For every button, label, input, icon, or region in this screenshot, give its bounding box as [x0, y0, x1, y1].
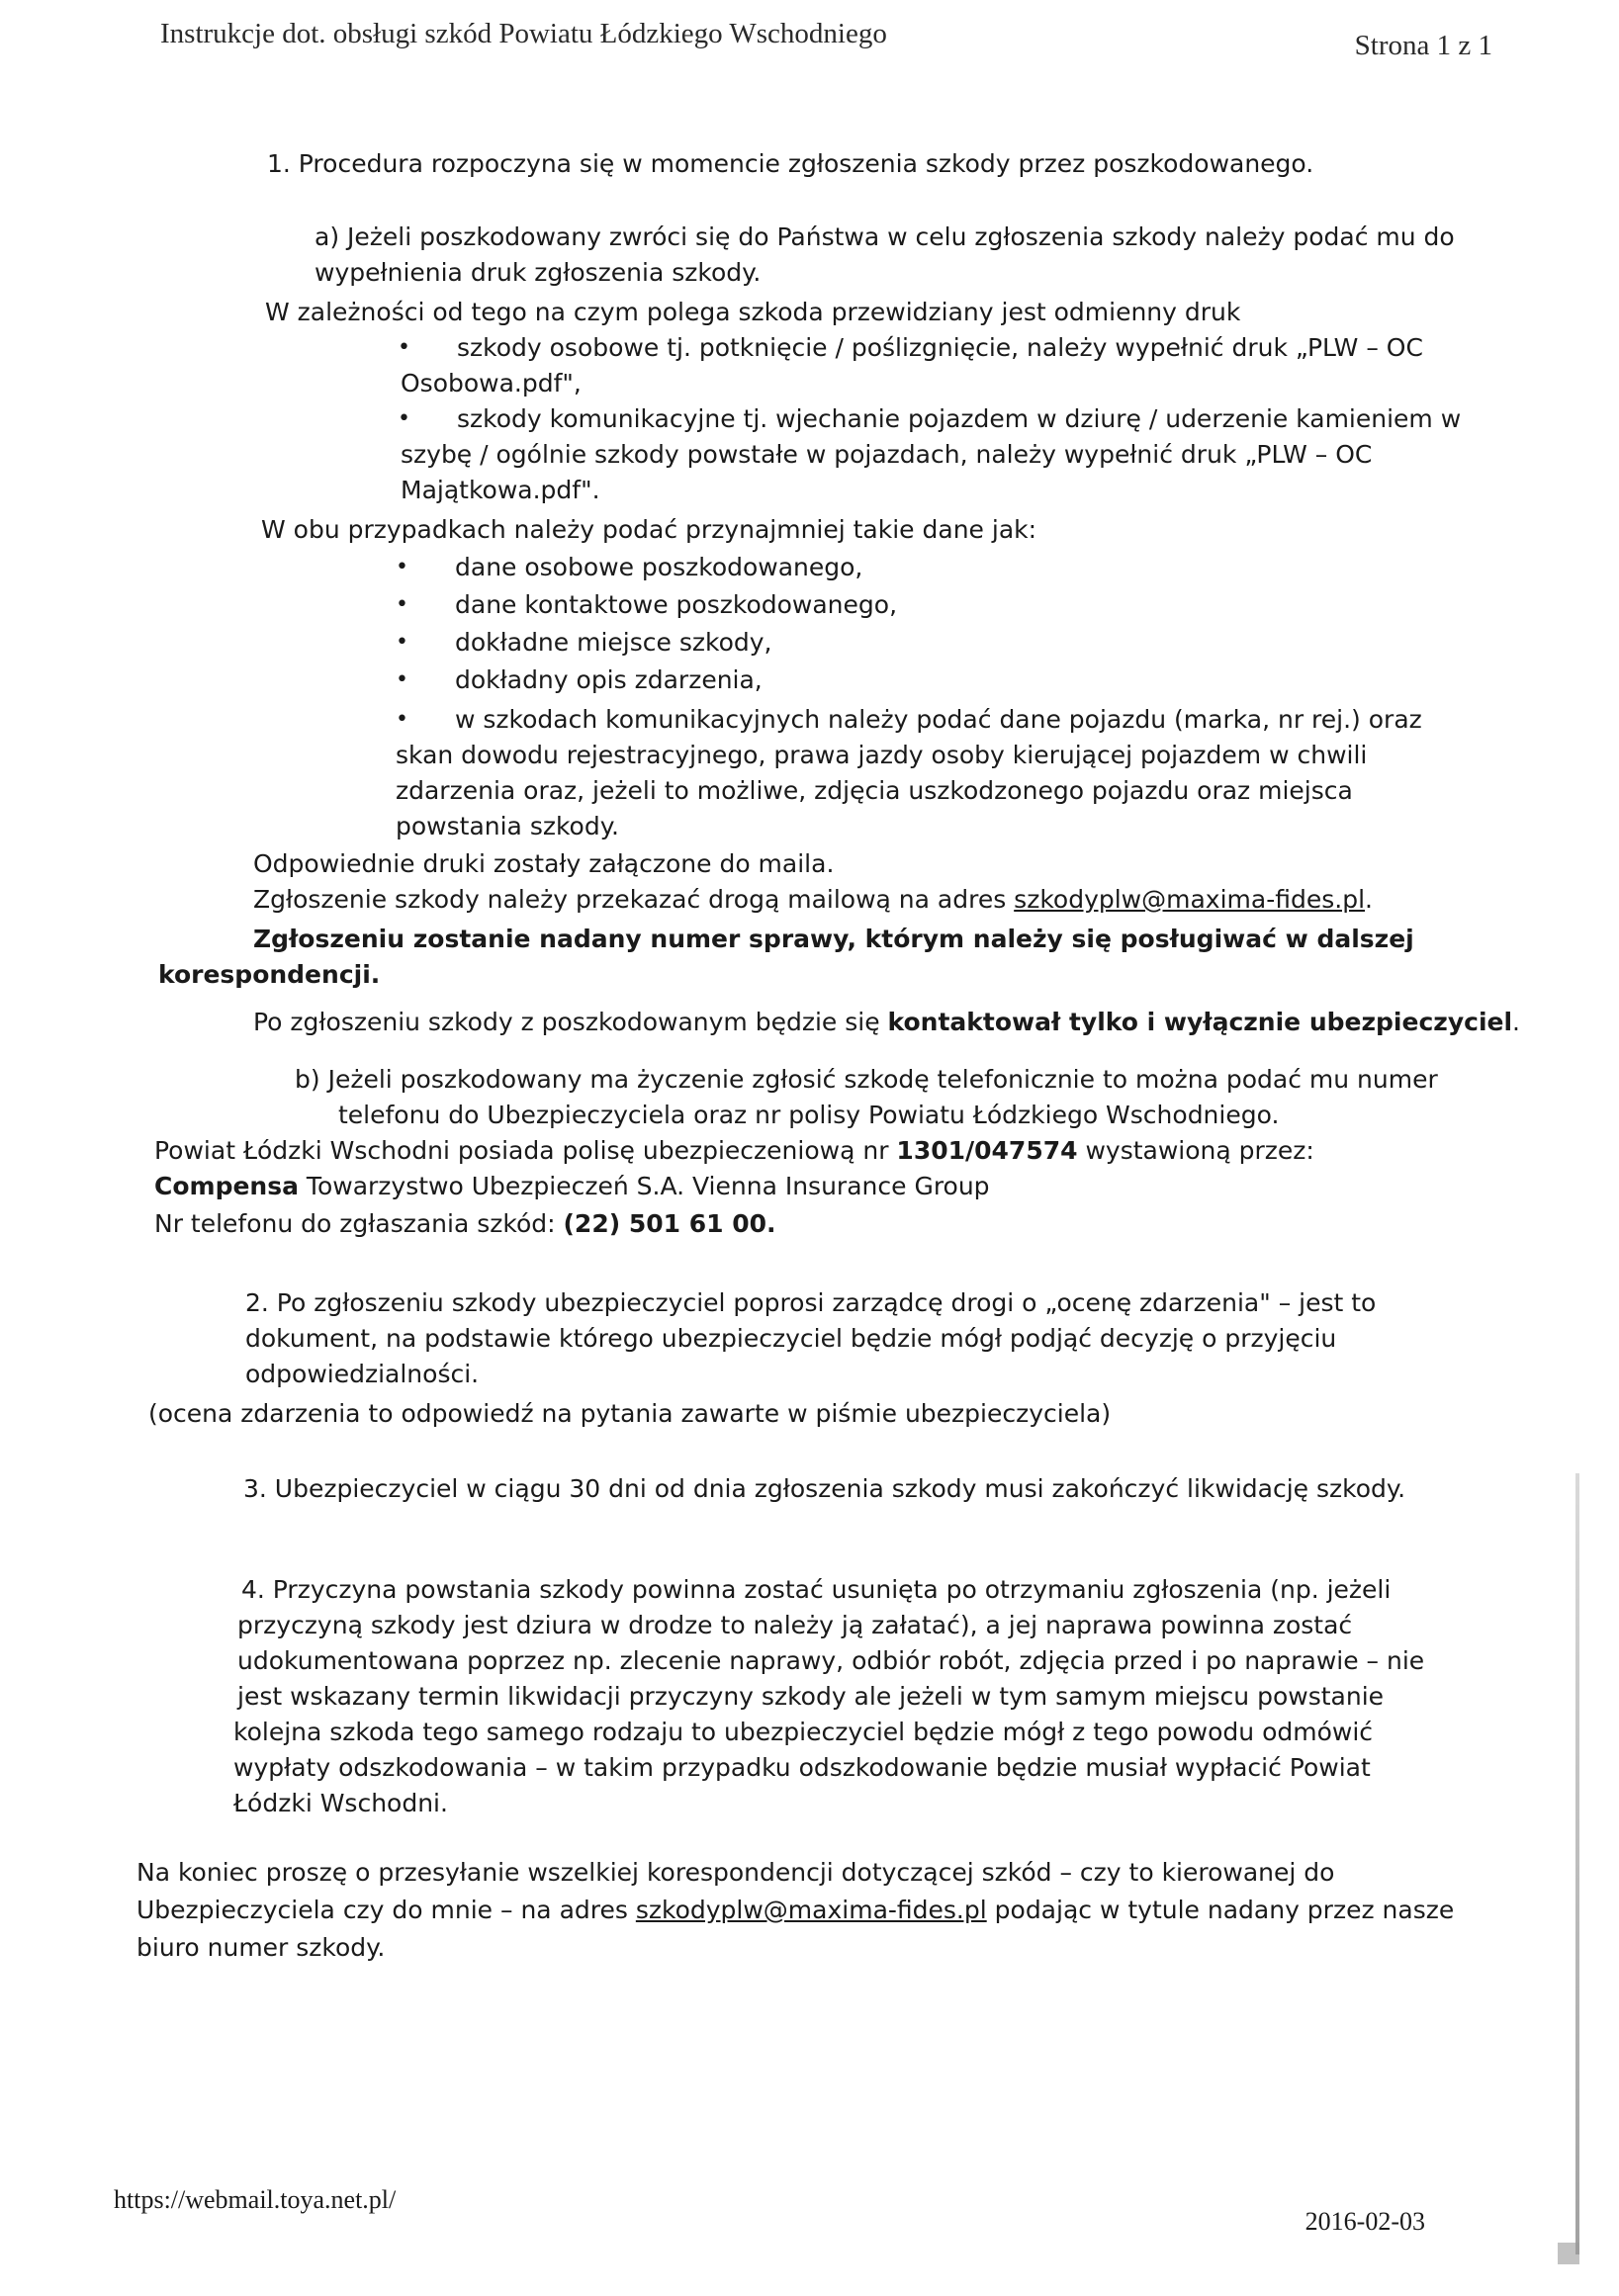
section-1-intro: 1. Procedura rozpoczyna się w momencie zgłoszenia szkody przez poszkodowanego. [267, 149, 1314, 178]
list-item-text: dokładny opis zdarzenia, [455, 665, 763, 694]
case-number-note-line-2: korespondencji. [158, 960, 381, 989]
submission-suffix: . [1365, 885, 1373, 914]
email-link[interactable]: szkodyplw@maxima-fides.pl [635, 1896, 987, 1924]
contact-text: Po zgłoszeniu szkody z poszkodowanym będzie się [253, 1008, 888, 1036]
closing-suffix: podając w tytule nadany przez nasze [986, 1896, 1455, 1924]
list-item-text: dokładne miejsce szkody, [455, 628, 772, 657]
policy-suffix: wystawioną przez: [1077, 1136, 1314, 1165]
list-item-text: szkody komunikacyjne tj. wjechanie pojazdem w dziurę / uderzenie kamieniem w [457, 404, 1462, 433]
section-4-line-2: przyczyną szkody jest dziura w drodze to należy ją załatać), a jej naprawa powinna zostać [237, 1611, 1353, 1639]
list-item [398, 401, 1461, 437]
footer-url: https://webmail.toya.net.pl/ [114, 2185, 397, 2214]
list-item-continuation: zdarzenia oraz, jeżeli to możliwe, zdjęcia uszkodzonego pojazdu oraz miejsca [396, 776, 1353, 805]
closing-line-3: biuro numer szkody. [136, 1933, 386, 1962]
submission-instruction [253, 882, 1373, 918]
list-item [398, 330, 1423, 366]
required-data-intro: W obu przypadkach należy podać przynajmniej takie dane jak: [261, 515, 1037, 544]
footer-date: 2016-02-03 [1304, 2207, 1425, 2236]
section-1a-line-2: wypełnienia druk zgłoszenia szkody. [315, 258, 762, 287]
list-item-continuation: szybę / ogólnie szkody powstałe w pojazdach, należy wypełnić druk „PLW – OC [401, 440, 1373, 469]
section-4-line-4: jest wskazany termin likwidacji przyczyny szkody ale jeżeli w tym samym miejscu powstanie [237, 1682, 1385, 1711]
list-item-text: dane kontaktowe poszkodowanego, [455, 590, 898, 619]
section-4-line-6: wypłaty odszkodowania – w takim przypadku odszkodowanie będzie musiał wypłacić Powiat [233, 1753, 1371, 1782]
policy-number: 1301/047574 [896, 1136, 1078, 1165]
list-item-text: w szkodach komunikacyjnych należy podać dane pojazdu (marka, nr rej.) oraz [455, 705, 1422, 734]
list-item [396, 550, 862, 585]
section-2-line-2: dokument, na podstawie którego ubezpieczyciel będzie mógł podjąć decyzję o przyjęciu [245, 1324, 1337, 1353]
scan-edge-line [1575, 1473, 1579, 2254]
section-1a-line-1: a) Jeżeli poszkodowany zwróci się do Państwa w celu zgłoszenia szkody należy podać mu do [315, 222, 1455, 251]
list-item-continuation: skan dowodu rejestracyjnego, prawa jazdy osoby kierującej pojazdem w chwili [396, 741, 1368, 769]
section-4-line-1: 4. Przyczyna powstania szkody powinna zostać usunięta po otrzymaniu zgłoszenia (np. jeżeli [241, 1575, 1392, 1604]
section-2-line-1: 2. Po zgłoszeniu szkody ubezpieczyciel poprosi zarządcę drogi o „ocenę zdarzenia" – jest to [245, 1288, 1377, 1317]
list-item [396, 625, 771, 661]
section-1b-line-1: b) Jeżeli poszkodowany ma życzenie zgłosić szkodę telefonicznie to można podać mu numer [295, 1065, 1438, 1094]
section-4-line-3: udokumentowana poprzez np. zlecenie naprawy, odbiór robót, zdjęcia przed i po naprawie – nie [237, 1646, 1425, 1675]
contact-suffix: . [1512, 1008, 1520, 1036]
bullet-icon: • [398, 335, 410, 360]
section-4-line-5: kolejna szkoda tego samego rodzaju to ubezpieczyciel będzie mógł z tego powodu odmówić [233, 1718, 1374, 1746]
bullet-icon: • [398, 406, 410, 431]
contact-note [253, 1005, 1520, 1040]
policy-text: Powiat Łódzki Wschodni posiada polisę ubezpieczeniową nr [154, 1136, 897, 1165]
form-type-intro: W zależności od tego na czym polega szkoda przewidziany jest odmienny druk [265, 298, 1241, 326]
section-2-note: (ocena zdarzenia to odpowiedź na pytania zawarte w piśmie ubezpieczyciela) [148, 1399, 1112, 1428]
list-item-continuation: Osobowa.pdf", [401, 369, 582, 397]
email-link[interactable]: szkodyplw@maxima-fides.pl [1014, 885, 1366, 914]
section-2-line-3: odpowiedzialności. [245, 1360, 480, 1388]
attachments-note: Odpowiednie druki zostały załączone do maila. [253, 849, 835, 878]
phone-label: Nr telefonu do zgłaszania szkód: [154, 1209, 564, 1238]
page-number: Strona 1 z 1 [1354, 30, 1492, 61]
bullet-icon: • [396, 630, 408, 655]
closing-line-2 [136, 1893, 1454, 1928]
phone-info [154, 1206, 776, 1242]
bullet-icon: • [396, 592, 408, 617]
list-item-text: dane osobowe poszkodowanego, [455, 553, 863, 581]
insurer-name: Compensa [154, 1172, 299, 1200]
list-item-continuation: powstania szkody. [396, 812, 619, 840]
list-item-continuation: Majątkowa.pdf". [401, 476, 600, 504]
insurer-full-name: Towarzystwo Ubezpieczeń S.A. Vienna Insurance Group [298, 1172, 990, 1200]
bullet-icon: • [396, 555, 408, 579]
section-3-line-1: 3. Ubezpieczyciel w ciągu 30 dni od dnia zgłoszenia szkody musi zakończyć likwidację szkody. [243, 1474, 1406, 1503]
bullet-icon: • [396, 667, 408, 692]
policy-info [154, 1133, 1314, 1169]
contact-emphasis: kontaktował tylko i wyłącznie ubezpieczyciel [887, 1008, 1513, 1036]
list-item [396, 587, 897, 623]
case-number-note-line-1: Zgłoszeniu zostanie nadany numer sprawy, którym należy się posługiwać w dalszej [253, 925, 1414, 953]
list-item [396, 702, 1422, 738]
list-item-text: szkody osobowe tj. potknięcie / poślizgnięcie, należy wypełnić druk „PLW – OC [457, 333, 1423, 362]
list-item [396, 662, 763, 698]
section-1b-line-2: telefonu do Ubezpieczyciela oraz nr polisy Powiatu Łódzkiego Wschodniego. [338, 1101, 1280, 1129]
closing-text: Ubezpieczyciela czy do mnie – na adres [136, 1896, 636, 1924]
closing-line-1: Na koniec proszę o przesyłanie wszelkiej korespondencji dotyczącej szkód – czy to kierowanej do [136, 1858, 1335, 1887]
insurer-info [154, 1169, 990, 1204]
bullet-icon: • [396, 707, 408, 732]
document-header-title: Instrukcje dot. obsługi szkód Powiatu Łódzkiego Wschodniego [160, 18, 887, 49]
scan-corner-mark [1558, 2243, 1579, 2264]
phone-number: (22) 501 61 00. [563, 1209, 776, 1238]
submission-text: Zgłoszenie szkody należy przekazać drogą mailową na adres [253, 885, 1015, 914]
section-4-line-7: Łódzki Wschodni. [233, 1789, 448, 1817]
